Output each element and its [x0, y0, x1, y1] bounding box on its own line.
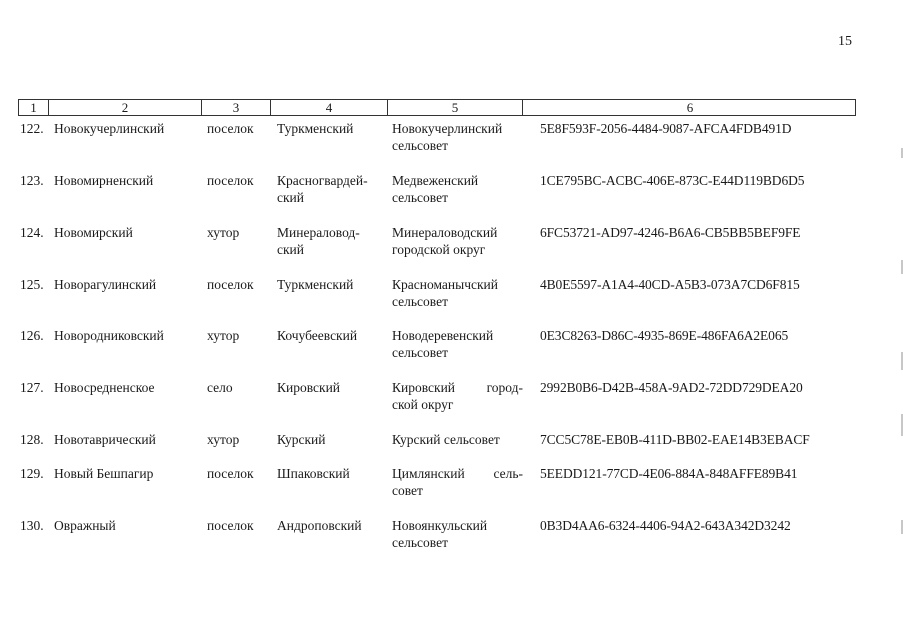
- header-col-1: 1: [19, 100, 49, 115]
- fias-guid: 0B3D4AA6-6324-4406-94A2-643A342D3242: [540, 518, 791, 533]
- district-name-line: ский: [277, 190, 304, 205]
- settlement-name: Овражный: [54, 518, 116, 533]
- district-name: [277, 276, 353, 293]
- municipality-name-line: Новоянкульский: [392, 518, 488, 533]
- municipality-name: [392, 276, 498, 310]
- fias-guid: 4B0E5597-A1A4-40CD-A5B3-073A7CD6F815: [540, 277, 800, 292]
- settlement-name: Новородниковский: [54, 328, 164, 343]
- municipality-name-line: ской округ: [392, 397, 454, 412]
- municipality-name-line: Красноманычский: [392, 277, 498, 292]
- settlement-type: поселок: [207, 518, 254, 533]
- fias-guid: 2992B0B6-D42B-458A-9AD2-72DD729DEA20: [540, 380, 803, 395]
- row-number: 123.: [20, 173, 44, 188]
- district-name-line: Шпаковский: [277, 466, 350, 481]
- settlement-type: поселок: [207, 121, 254, 136]
- municipality-name-line: сельсовет: [392, 294, 448, 309]
- district-name-line: Кочубеевский: [277, 328, 358, 343]
- district-name: [277, 327, 357, 344]
- table-header: [18, 99, 856, 116]
- settlement-name: Новосредненское: [54, 380, 155, 395]
- row-number: 124.: [20, 225, 44, 240]
- district-name: [277, 465, 350, 482]
- row-number: 126.: [20, 328, 44, 343]
- municipality-name-line: Курский сельсовет: [392, 432, 500, 447]
- municipality-name-line: Минераловодский: [392, 225, 498, 240]
- header-col-3: 3: [202, 100, 271, 115]
- fias-guid: 0E3C8263-D86C-4935-869E-486FA6A2E065: [540, 328, 789, 343]
- settlement-type: хутор: [207, 225, 240, 240]
- district-name-line: Туркменский: [277, 121, 354, 136]
- fias-guid: 6FC53721-AD97-4246-B6A6-CB5BB5BEF9FE: [540, 225, 801, 240]
- municipality-name-line: Цимлянский сель-: [392, 466, 523, 481]
- settlement-type: поселок: [207, 277, 254, 292]
- municipality-name-line: сельсовет: [392, 190, 448, 205]
- district-name-line: Кировский: [277, 380, 341, 395]
- settlement-name: Новотаврический: [54, 432, 156, 447]
- municipality-name: [392, 120, 502, 154]
- settlement-type: поселок: [207, 466, 254, 481]
- municipality-name: [392, 172, 478, 206]
- district-name: [277, 517, 362, 534]
- municipality-name: [392, 379, 523, 413]
- settlement-name: Новомирский: [54, 225, 133, 240]
- municipality-name-line: совет: [392, 483, 423, 498]
- district-name-line: Курский: [277, 432, 326, 447]
- district-name: [277, 431, 326, 448]
- settlement-name: Новорагулинский: [54, 277, 157, 292]
- settlement-name: Новокучерлинский: [54, 121, 165, 136]
- row-number: 128.: [20, 432, 44, 447]
- settlement-type: хутор: [207, 432, 240, 447]
- municipality-name-line: сельсовет: [392, 345, 448, 360]
- fias-guid: 5EEDD121-77CD-4E06-884A-848AFFE89B41: [540, 466, 798, 481]
- district-name-line: ский: [277, 242, 304, 257]
- municipality-name: [392, 431, 500, 448]
- settlement-type: село: [207, 380, 233, 395]
- municipality-name-line: Новокучерлинский: [392, 121, 503, 136]
- district-name: [277, 120, 353, 137]
- page-number: 15: [838, 34, 852, 49]
- row-number: 122.: [20, 121, 44, 136]
- district-name: [277, 172, 368, 206]
- settlement-type: хутор: [207, 328, 240, 343]
- district-name: [277, 224, 360, 258]
- settlement-name: Новый Бешпагир: [54, 466, 154, 481]
- district-name-line: Туркменский: [277, 277, 354, 292]
- district-name-line: Минераловод-: [277, 225, 360, 240]
- settlement-name: Новомирненский: [54, 173, 154, 188]
- settlement-type: поселок: [207, 173, 254, 188]
- municipality-name: [392, 465, 523, 499]
- municipality-name-line: Кировский город-: [392, 380, 523, 395]
- fias-guid: 1CE795BC-ACBC-406E-873C-E44D119BD6D5: [540, 173, 805, 188]
- fias-guid: 5E8F593F-2056-4484-9087-AFCA4FDB491D: [540, 121, 792, 136]
- municipality-name: [392, 224, 497, 258]
- header-col-2: 2: [49, 100, 202, 115]
- header-col-4: 4: [271, 100, 388, 115]
- municipality-name-line: сельсовет: [392, 535, 448, 550]
- municipality-name-line: городской округ: [392, 242, 486, 257]
- municipality-name: [392, 327, 493, 361]
- row-number: 129.: [20, 466, 44, 481]
- row-number: 130.: [20, 518, 44, 533]
- fias-guid: 7CC5C78E-EB0B-411D-BB02-EAE14B3EBACF: [540, 432, 810, 447]
- header-col-5: 5: [388, 100, 523, 115]
- municipality-name-line: Новодеревенский: [392, 328, 494, 343]
- district-name: [277, 379, 340, 396]
- municipality-name-line: сельсовет: [392, 138, 448, 153]
- row-number: 127.: [20, 380, 44, 395]
- municipality-name: [392, 517, 487, 551]
- header-col-6: 6: [686, 100, 694, 115]
- municipality-name-line: Медвеженский: [392, 173, 479, 188]
- district-name-line: Андроповский: [277, 518, 362, 533]
- row-number: 125.: [20, 277, 44, 292]
- district-name-line: Красногвардей-: [277, 173, 368, 188]
